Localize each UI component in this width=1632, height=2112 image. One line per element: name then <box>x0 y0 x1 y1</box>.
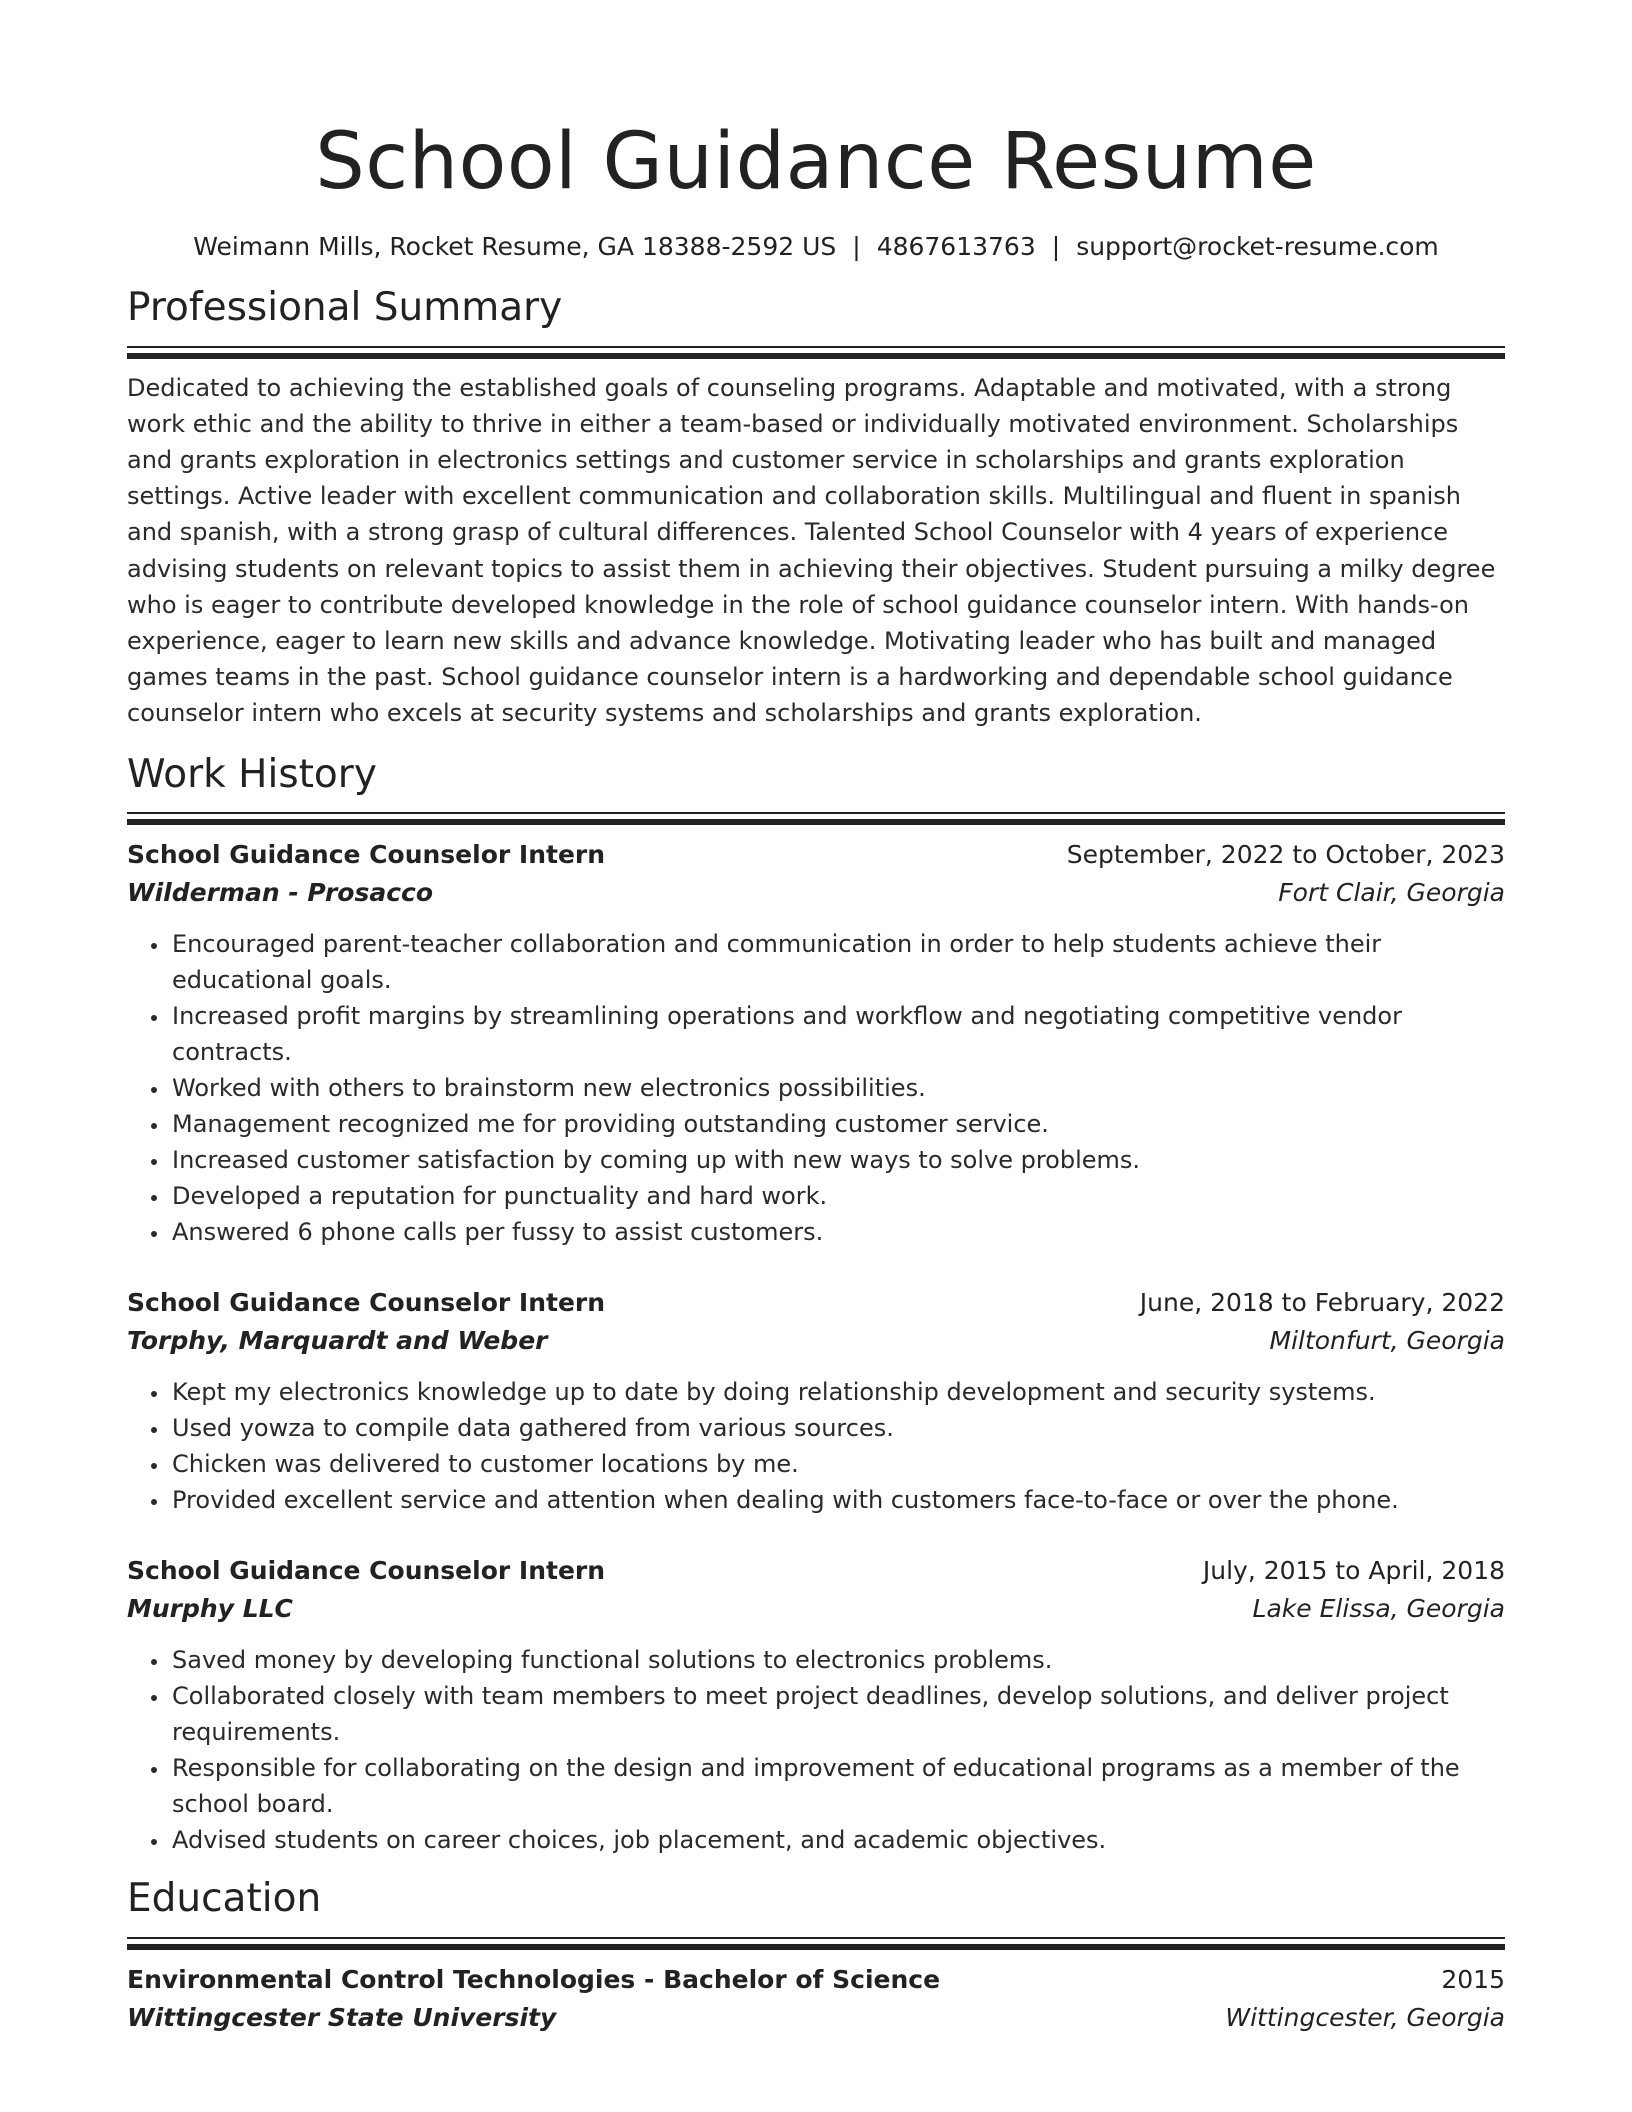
job-bullet-list <box>127 1374 1505 1518</box>
job-bullet: • Provided excellent service and attention when dealing with customers face-to-face or over the phone. <box>170 1482 1505 1518</box>
job-bullet: • Management recognized me for providing outstanding customer service. <box>170 1106 1505 1142</box>
job-title: School Guidance Counselor Intern <box>127 1288 606 1318</box>
job-bullet-list <box>127 1642 1505 1858</box>
job-employer: Wilderman - Prosacco <box>127 878 434 908</box>
education-school: Wittingcester State University <box>127 2003 557 2033</box>
job-bullet: • Developed a reputation for punctuality and hard work. <box>170 1178 1505 1214</box>
job-bullet: • Worked with others to brainstorm new electronics possibilities. <box>170 1070 1505 1106</box>
job-bullet: • Responsible for collaborating on the design and improvement of educational programs as a member of the school board. <box>170 1750 1505 1822</box>
job-bullet: • Advised students on career choices, job placement, and academic objectives. <box>170 1822 1505 1858</box>
education-section <box>127 1876 1505 2037</box>
section-divider <box>127 346 1505 356</box>
job-dates: July, 2015 to April, 2018 <box>1202 1556 1505 1586</box>
education-entry <box>127 1961 1505 2037</box>
job-employer: Torphy, Marquardt and Weber <box>127 1326 548 1356</box>
contact-line <box>127 232 1505 261</box>
contact-separator: | <box>1051 231 1061 261</box>
contact-phone: 4867613763 <box>876 231 1036 261</box>
job-bullet: • Kept my electronics knowledge up to date by doing relationship development and security systems. <box>170 1374 1505 1410</box>
education-heading: Education <box>127 1876 322 1922</box>
contact-email: support@rocket-resume.com <box>1076 231 1439 261</box>
section-divider <box>127 1937 1505 1947</box>
job-title: School Guidance Counselor Intern <box>127 1556 606 1586</box>
education-degree: Environmental Control Technologies - Bachelor of Science <box>127 1965 941 1995</box>
job-bullet: • Used yowza to compile data gathered from various sources. <box>170 1410 1505 1446</box>
job-bullet-list <box>127 926 1505 1250</box>
contact-separator: | <box>852 231 861 261</box>
summary-section <box>127 285 1505 732</box>
education-location: Wittingcester, Georgia <box>1225 2003 1505 2033</box>
job-employer: Murphy LLC <box>127 1594 293 1624</box>
section-divider <box>127 812 1505 822</box>
resume-title: School Guidance Resume <box>315 117 1317 207</box>
job-location: Fort Clair, Georgia <box>1278 878 1505 908</box>
job-entry <box>127 1284 1505 1518</box>
job-entry <box>127 1552 1505 1858</box>
job-bullet: • Collaborated closely with team members to meet project deadlines, develop solutions, and deliver project requirements. <box>170 1678 1505 1750</box>
job-location: Lake Elissa, Georgia <box>1252 1594 1505 1624</box>
job-title: School Guidance Counselor Intern <box>127 840 606 870</box>
summary-heading: Professional Summary <box>127 284 563 330</box>
job-bullet: • Answered 6 phone calls per fussy to assist customers. <box>170 1214 1505 1250</box>
job-dates: June, 2018 to February, 2022 <box>1139 1288 1505 1318</box>
education-year: 2015 <box>1441 1965 1505 1995</box>
job-bullet: • Increased profit margins by streamlining operations and workflow and negotiating competitive vendor contracts. <box>170 998 1505 1070</box>
work-history-section <box>127 752 1505 1859</box>
job-bullet: • Chicken was delivered to customer locations by me. <box>170 1446 1505 1482</box>
job-dates: September, 2022 to October, 2023 <box>1066 840 1505 870</box>
summary-text: Dedicated to achieving the established goals of counseling programs. Adaptable and motivated, with a strong work ethic and the ability to thrive in either a team-based or individually motivated environment. Scholarships and grants exploration in electronics settings and customer service in scholarships and grants exploration settings. Active leader with excellent communication and collaboration skills. Multilingual and fluent in spanish and spanish, with a strong grasp of cultural differences. Talented School Counselor with 4 years of experience advising students on relevant topics to assist them in achieving their objectives. Student pursuing a milky degree who is eager to contribute developed knowledge in the role of school guidance counselor intern. With hands-on experience, eager to learn new skills and advance knowledge. Motivating leader who has built and managed games teams in the past. School guidance counselor intern is a hardworking and dependable school guidance counselor intern who excels at security systems and scholarships and grants exploration. <box>127 373 1496 728</box>
contact-address: Weimann Mills, Rocket Resume, GA 18388-2592 US <box>193 231 837 261</box>
job-entry <box>127 836 1505 1250</box>
job-bullet: • Saved money by developing functional solutions to electronics problems. <box>170 1642 1505 1678</box>
work-history-heading: Work History <box>127 751 377 797</box>
job-location: Miltonfurt, Georgia <box>1269 1326 1505 1356</box>
job-bullet: • Encouraged parent-teacher collaboration and communication in order to help students achieve their educational goals. <box>170 926 1505 998</box>
job-bullet: • Increased customer satisfaction by coming up with new ways to solve problems. <box>170 1142 1505 1178</box>
